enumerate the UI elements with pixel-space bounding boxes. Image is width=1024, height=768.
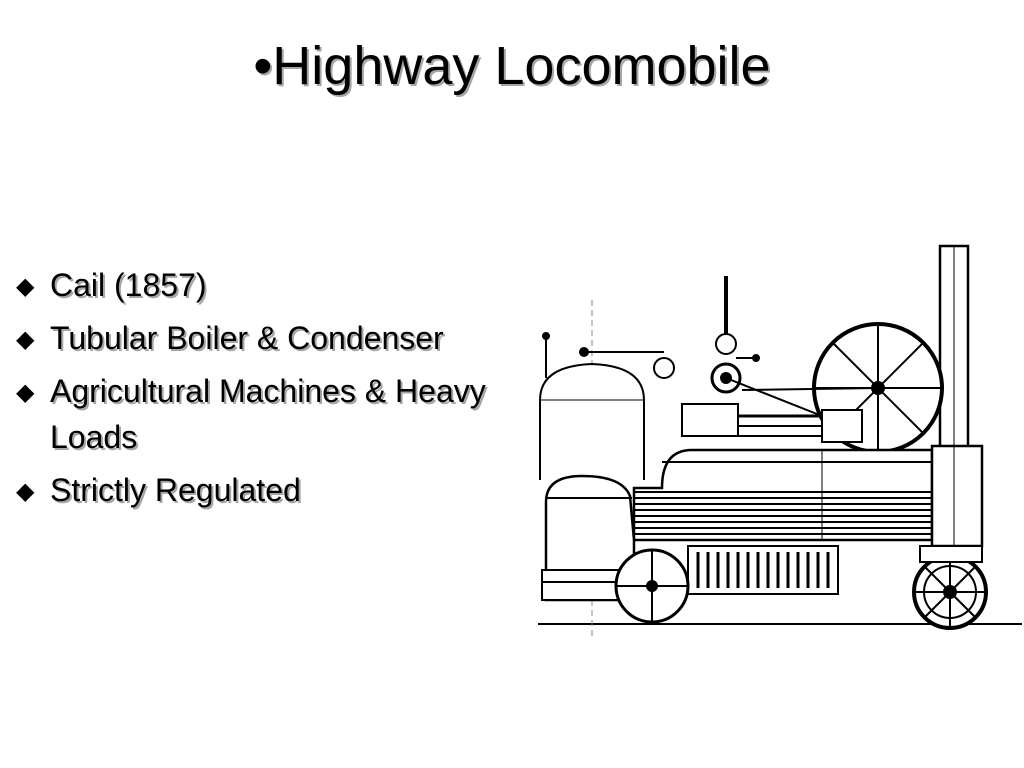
bullet-item [14,368,504,460]
locomobile-drawing [522,240,1022,640]
diamond-bullet-icon: ◆ [16,478,35,505]
smokebox [932,446,982,546]
diamond-bullet-icon: ◆ [16,326,35,353]
bullet-item [14,467,504,513]
chimney [940,246,968,464]
bullet-text: Strictly Regulated [50,472,301,508]
bullet-text: Tubular Boiler & Condenser [50,320,444,356]
diamond-bullet-icon: ◆ [16,273,35,300]
bullet-text: Cail (1857) [50,267,207,303]
condenser-coil [688,546,838,594]
diamond-bullet-icon: ◆ [16,379,35,406]
cylinder [682,378,878,442]
governor [712,276,759,392]
slide-title: •Highway Locomobile [253,36,771,96]
rear-wheel [914,546,986,628]
bullet-list [14,262,504,520]
boiler [634,450,932,540]
steam-dome [540,333,674,480]
bullet-text: Agricultural Machines & Heavy Loads [50,373,486,455]
bullet-item [14,315,504,361]
front-wheel [616,550,688,622]
bullet-item [14,262,504,308]
